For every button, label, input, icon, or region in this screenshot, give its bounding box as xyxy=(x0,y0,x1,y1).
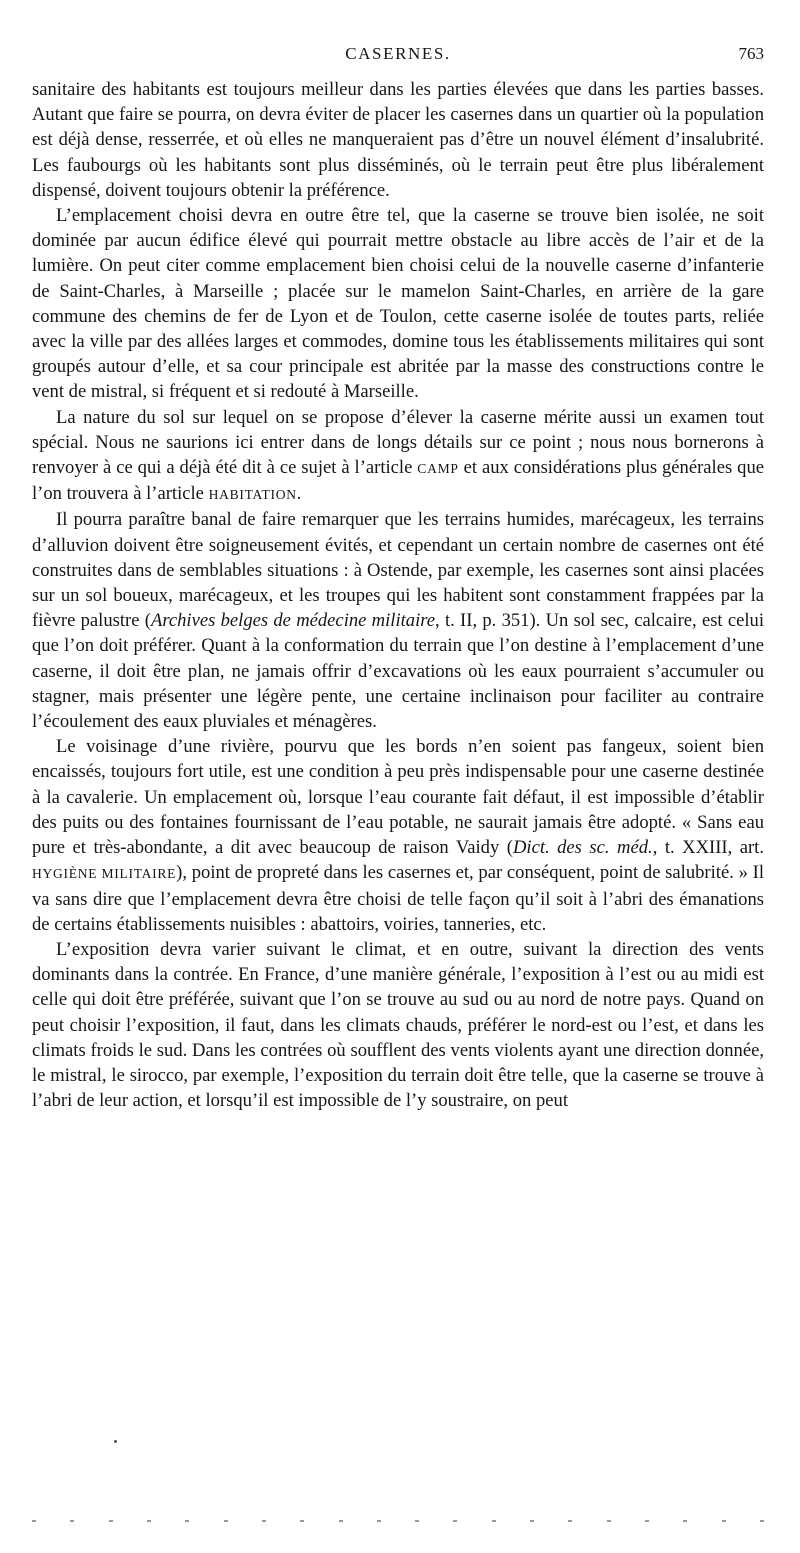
italic-citation-archives: Archives belges de médecine militaire xyxy=(150,610,436,632)
paragraph-5 xyxy=(32,734,764,937)
running-header xyxy=(32,0,764,63)
paragraph-4 xyxy=(32,507,764,734)
body-text xyxy=(32,77,764,1113)
bleed-mark xyxy=(70,1520,74,1522)
running-title: CASERNES. xyxy=(345,44,451,63)
paragraph-3-text-b: et aux considérations plus générales que l’on trouvera à l’article xyxy=(32,457,764,505)
paragraph-4-text-b: , t. II, p. 351). Un sol sec, calcaire, est celui que l’on doit préférer. Quant à la conformation du terrain que l’on destine à l’emplacement d’une caserne, il doit être plan, ne jamais offrir d’excavations où les eaux pourraient s’accumuler ou stagner, mais présenter une légère pente, une certaine inclinaison pour faciliter au contraire l’écoulement des eaux pluviales et ménagères. xyxy=(32,610,765,733)
small-caps-camp: CAMP xyxy=(417,461,459,477)
bleed-mark xyxy=(645,1520,649,1522)
bleed-mark xyxy=(492,1520,496,1522)
paragraph-4-text-a: Il pourra paraître banal de faire remarquer que les terrains humides, marécageux, les terrains d’alluvion doivent être soigneusement évités, et cependant un certain nombre de casernes ont été construites dans de semblables situations : à Ostende, par exemple, les casernes sont ainsi placées sur un sol boueux, marécageux, et les troupes qui les habitent sont constamment frappées par la fièvre palustre ( xyxy=(32,509,764,632)
small-caps-hygiene-militaire: HYGIÈNE MILITAIRE xyxy=(32,866,177,882)
bleed-mark xyxy=(32,1520,36,1522)
bleed-mark xyxy=(722,1520,726,1522)
page-number: 763 xyxy=(738,44,764,63)
paragraph-3-text-a: La nature du sol sur lequel on se propose d’élever la caserne mérite aussi un examen tout spécial. Nous ne saurions ici entrer dans de longs détails sur ce point ; nous nous bornerons à renvoyer à ce qui a déjà été dit à ce sujet à l’article xyxy=(32,406,764,479)
book-page xyxy=(32,0,764,1553)
bleed-mark xyxy=(262,1520,266,1522)
bleed-mark xyxy=(760,1520,764,1522)
bleed-mark xyxy=(415,1520,419,1522)
paragraph-5-text-c: ), point de propreté dans les casernes et, par conséquent, point de salubrité. » Il va sans dire que l’emplacement devra être choisi de telle façon qu’il soit à l’abri des émanations de certains établissements nuisibles : abattoirs, voiries, tanneries, etc. xyxy=(32,862,764,935)
paragraph-1: sanitaire des habitants est toujours meilleur dans les parties élevées que dans les parties basses. Autant que faire se pourra, on devra éviter de placer les casernes dans un quartier où la population est déjà dense, resserrée, et où elles ne manqueraient pas d’être un nouvel élément d’insalubrité. Les faubourgs où les habitants sont plus disséminés, où le terrain peut être plus libéralement dispensé, doivent toujours obtenir la préférence. xyxy=(32,79,764,201)
bleed-mark xyxy=(339,1520,343,1522)
bleed-mark xyxy=(300,1520,304,1522)
bleed-mark xyxy=(185,1520,189,1522)
small-caps-habitation: HABITATION xyxy=(208,487,297,503)
bleed-mark xyxy=(147,1520,151,1522)
stray-ink-mark xyxy=(114,1440,117,1443)
paragraph-6: L’exposition devra varier suivant le climat, et en outre, suivant la direction des vents dominants dans la contrée. En France, d’une manière générale, l’exposition à l’est ou au midi est celle qui doit être préférée, suivant que l’on se trouve au sud ou au nord de notre pays. Quand on peut choisir l’exposition, il faut, dans les climats chauds, préférer le nord-est ou l’est, et dans les climats froids le sud. Dans les contrées où soufflent des vents violents ayant une direction donnée, le mistral, le sirocco, par exemple, l’exposition du terrain doit être telle, que la caserne se trouve à l’abri de leur action, et lorsqu’il est impossible de l’y soustraire, on peut xyxy=(32,938,764,1112)
bleed-mark xyxy=(109,1520,113,1522)
bleed-through-marks xyxy=(32,1519,764,1523)
bleed-mark xyxy=(683,1520,687,1522)
bleed-mark xyxy=(607,1520,611,1522)
paragraph-3 xyxy=(32,405,764,508)
bleed-mark xyxy=(568,1520,572,1522)
italic-citation-dict: Dict. des sc. méd. xyxy=(512,837,653,859)
bleed-mark xyxy=(377,1520,381,1522)
paragraph-5-text-a: Le voisinage d’une rivière, pourvu que les bords n’en soient pas fangeux, soient bien encaissés, toujours fort utile, est une condition à peu près indispensable pour une caserne destinée à la cavalerie. Un emplacement où, lorsque l’eau courante fait défaut, il est impossible d’établir des puits ou des fontaines fournissant de l’eau potable, ne saurait jamais être adopté. « Sans eau pure et très-abondante, a dit avec beaucoup de raison Vaidy ( xyxy=(32,736,764,859)
paragraph-5-text-b: , t. XXIII, art. xyxy=(652,837,764,859)
paragraph-3-text-c: . xyxy=(296,483,302,505)
bleed-mark xyxy=(224,1520,228,1522)
bleed-mark xyxy=(530,1520,534,1522)
bleed-mark xyxy=(453,1520,457,1522)
paragraph-2: L’emplacement choisi devra en outre être tel, que la caserne se trouve bien isolée, ne soit dominée par aucun édifice élevé qui pourrait mettre obstacle au libre accès de l’air et de la lumière. On peut citer comme emplacement bien choisi celui de la nouvelle caserne d’infanterie de Saint-Charles, à Marseille ; placée sur le mamelon Saint-Charles, en arrière de la gare commune des chemins de fer de Lyon et de Toulon, cette caserne isolée de toutes parts, reliée avec la ville par des allées larges et commodes, domine tous les établissements militaires qui sont groupés autour d’elle, et sa cour principale est abritée par la masse des constructions contre le vent de mistral, si fréquent et si redouté à Marseille. xyxy=(32,205,764,403)
